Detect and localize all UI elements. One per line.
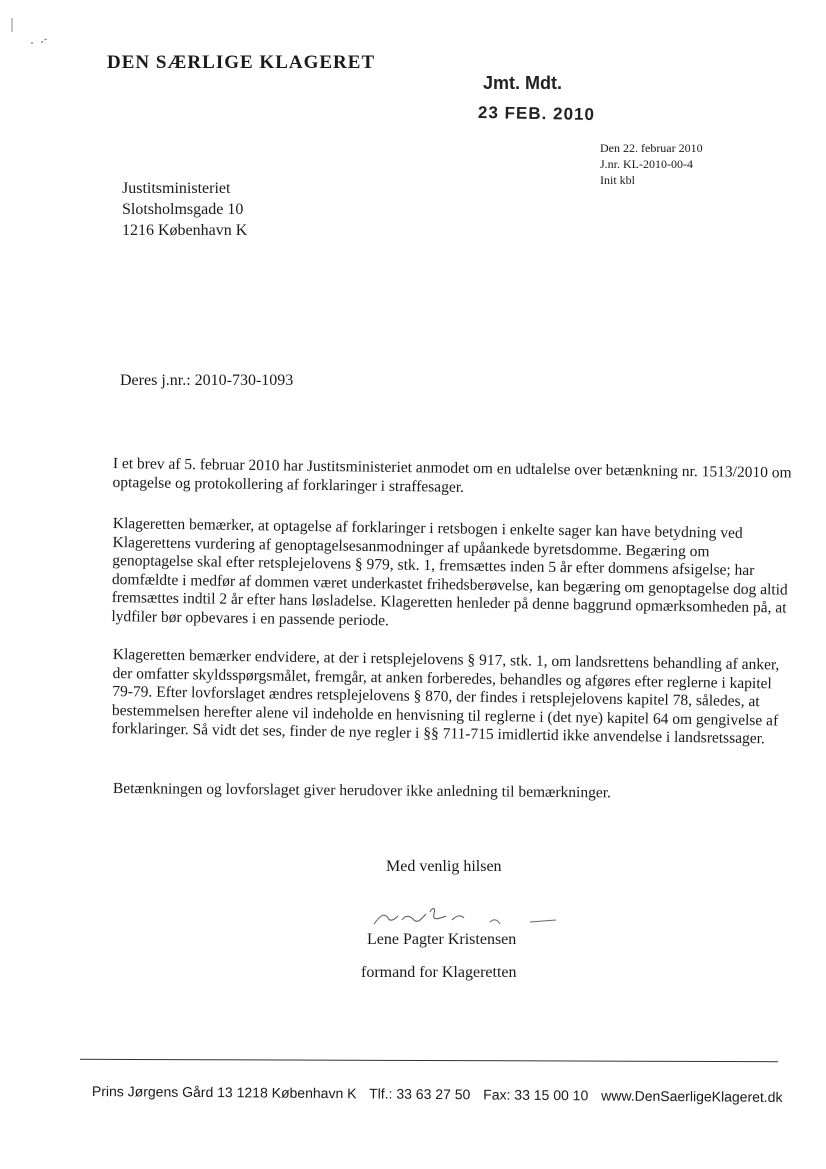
body-paragraph-2: Klageretten bemærker, at optagelse af forklaringer i retsbogen i enkelte sager kan have betydning ved Klagerettens vurdering af genoptagelsesanmodninger af upåankede byretsdomme. Begæring om genoptagelse skal efter retsplejelovens § 979, stk. 1, fremsættes inden 5 år efter dommens afsigelse; har domfældte i medfør af dommen været underkastet frihedsberøvelse, kan begæring om genoptagelse dog altid fremsættes indtil 2 år efter hans løsladelse. Klageretten henleder på denne baggrund opmærksomheden på, at lydfiler bør opbevares i en passende periode. (111, 515, 788, 629)
footer-phone: Tlf.: 33 63 27 50 (369, 1085, 471, 1103)
organization-name: DEN SÆRLIGE KLAGERET (107, 52, 376, 73)
footer-divider (80, 1059, 778, 1062)
letter-date: Den 22. februar 2010 (600, 141, 703, 155)
recipient-address (122, 178, 247, 241)
footer-fax: Fax: 33 15 00 10 (483, 1086, 589, 1104)
signer-title: formand for Klageretten (361, 964, 517, 981)
received-stamp-office: Jmt. Mdt. (483, 73, 562, 93)
body-paragraph-1: I et brev af 5. februar 2010 har Justitsministeriet anmodet om en udtalelse over betænkning nr. 1513/2010 om optagelse og protokollering af forklaringer i straffesager. (112, 455, 792, 496)
footer-website: www.DenSaerligeKlageret.dk (601, 1087, 783, 1106)
initials: Init kbl (600, 173, 635, 187)
letter-meta (600, 140, 703, 188)
recipient-name: Justitsministeriet (122, 180, 231, 197)
signer-name: Lene Pagter Kristensen (367, 931, 517, 948)
body-paragraph-4: Betænkningen og lovforslaget giver herudover ikke anledning til bemærkninger. (112, 780, 612, 802)
footer-contact (92, 1083, 792, 1105)
body-paragraph-3: Klageretten bemærker endvidere, at der i retsplejelovens § 917, stk. 1, om landsrettens behandling af anker, der omfatter skyldsspørgsmålet, fremgår, at anken forberedes, behandles og afgøres efter reglerne i kapitel 79-79. Efter lovforslaget ændres retsplejelovens § 870, der findes i retsplejelovens kapitel 78, således, at bestemmelsen herefter alene vil indeholde en henvisning til reglerne i (det nye) kapitel 64 om gengivelse af forklaringer. Så vidt det ses, finder de nye regler i §§ 711-715 imidlertid ikke anvendelse i landsretssager. (111, 646, 780, 748)
recipient-street: Slotsholmsgade 10 (122, 201, 244, 218)
received-stamp-date: 23 FEB. 2010 (477, 102, 596, 125)
recipient-city: 1216 København K (122, 222, 248, 239)
journal-number: J.nr. KL-2010-00-4 (600, 157, 693, 171)
reference-number: Deres j.nr.: 2010-730-1093 (120, 372, 294, 389)
footer-address: Prins Jørgens Gård 13 1218 København K (91, 1083, 357, 1102)
closing-salutation: Med venlig hilsen (386, 858, 502, 875)
margin-marks (6, 10, 66, 50)
